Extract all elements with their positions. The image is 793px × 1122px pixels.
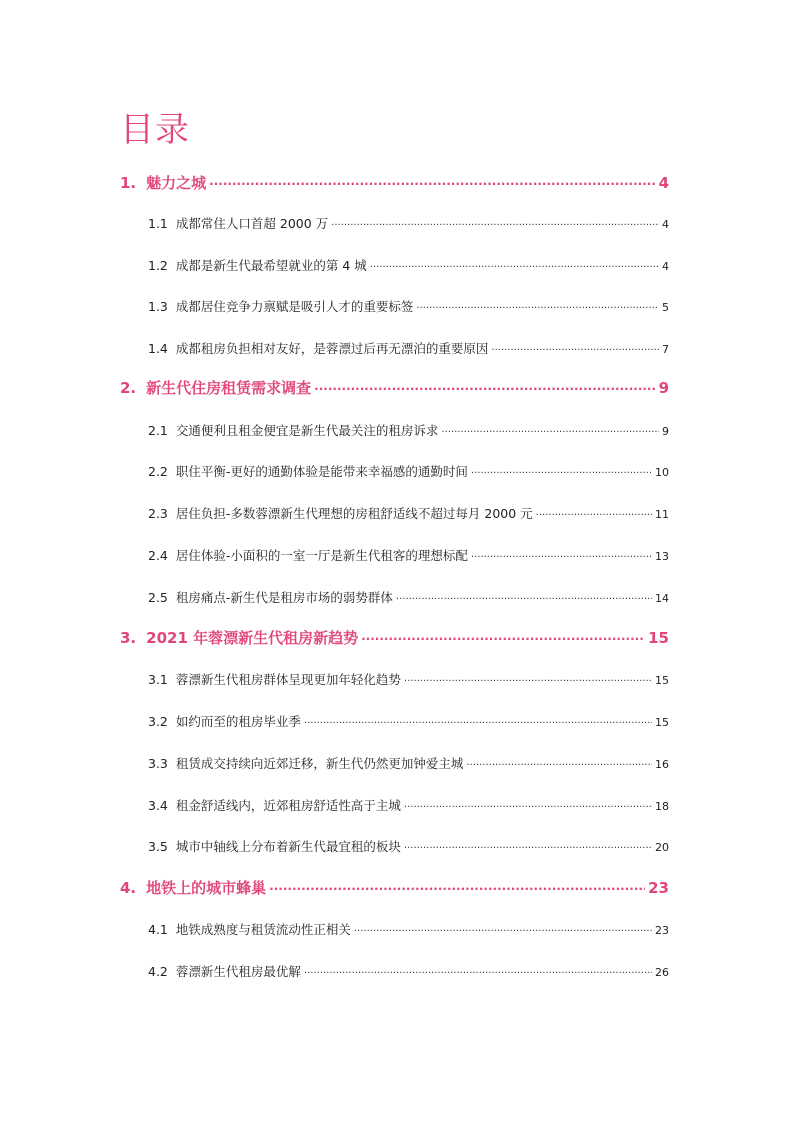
chapter-number: 1. [120,174,137,192]
dot-leader [304,714,652,727]
section-title: 蓉漂新生代租房群体呈现更加年轻化趋势 [175,672,401,687]
dot-leader [370,258,659,271]
page-number: 7 [662,343,669,356]
section-number: 2.2 [148,464,168,479]
toc-chapter-1[interactable] [120,172,669,193]
page-number: 16 [655,758,669,771]
page-number: 15 [655,716,669,729]
dot-leader [471,548,652,561]
section-number: 2.4 [148,548,168,563]
toc-section-4-2[interactable] [148,962,669,980]
toc-section-2-5[interactable] [148,588,669,606]
toc-section-1-2[interactable] [148,256,669,274]
page-number: 9 [658,379,669,397]
page-number: 23 [648,879,669,897]
section-number: 2.3 [148,506,168,521]
section-number: 3.1 [148,672,168,687]
section-number: 3.3 [148,756,168,771]
section-title: 成都租房负担相对友好，是蓉漂过后再无漂泊的重要原因 [175,341,489,356]
page-number: 4 [658,174,669,192]
page-number: 9 [662,425,669,438]
section-title: 城市中轴线上分布着新生代最宜租的板块 [175,839,401,854]
section-title: 交通便利且租金便宜是新生代最关注的租房诉求 [175,423,439,438]
dot-leader [416,299,659,312]
page-number: 13 [655,550,669,563]
section-number: 2.1 [148,423,168,438]
section-title: 租赁成交持续向近郊迁移，新生代仍然更加钟爱主城 [175,756,464,771]
chapter-title: 地铁上的城市蜂巢 [146,879,267,897]
section-title: 居住体验-小面积的一室一厅是新生代租客的理想标配 [175,548,468,563]
toc-section-2-1[interactable] [148,421,669,439]
dot-leader [471,464,652,477]
dot-leader [314,378,655,393]
toc-chapter-4[interactable] [120,877,669,898]
chapter-number: 3. [120,629,137,647]
section-number: 1.3 [148,299,168,314]
section-number: 2.5 [148,590,168,605]
dot-leader [404,798,652,811]
page-number: 15 [648,629,669,647]
section-title: 租房痛点-新生代是租房市场的弱势群体 [175,590,393,605]
dot-leader [404,672,652,685]
section-number: 4.2 [148,964,168,979]
page-number: 11 [655,508,669,521]
section-title: 租金舒适线内，近郊租房舒适性高于主城 [175,798,401,813]
chapter-title: 魅力之城 [146,174,207,192]
toc-section-1-3[interactable] [148,297,669,315]
section-title: 成都是新生代最希望就业的第 4 城 [175,258,367,273]
section-number: 1.1 [148,216,168,231]
page-title: 目录 [120,110,190,150]
section-title: 成都常住人口首超 2000 万 [175,216,329,231]
chapter-title: 2021 年蓉漂新生代租房新趋势 [146,629,359,647]
dot-leader [209,173,655,188]
section-number: 3.2 [148,714,168,729]
toc-section-4-1[interactable] [148,920,669,938]
dot-leader [354,922,652,935]
page-number: 26 [655,966,669,979]
toc-section-2-3[interactable] [148,504,669,522]
toc-section-3-2[interactable] [148,712,669,730]
dot-leader [304,964,652,977]
chapter-number: 4. [120,879,137,897]
section-number: 1.2 [148,258,168,273]
section-number: 3.5 [148,839,168,854]
page-number: 5 [662,301,669,314]
toc-chapter-3[interactable] [120,627,669,648]
page-number: 14 [655,592,669,605]
section-title: 成都居住竞争力禀赋是吸引人才的重要标签 [175,299,414,314]
dot-leader [536,506,652,519]
section-title: 如约而至的租房毕业季 [175,714,301,729]
chapter-title: 新生代住房租赁需求调查 [146,379,312,397]
toc-section-1-4[interactable] [148,339,669,357]
page-number: 10 [655,466,669,479]
dot-leader [404,839,652,852]
page-number: 4 [662,218,669,231]
section-number: 4.1 [148,922,168,937]
toc-section-3-1[interactable] [148,670,669,688]
toc-section-3-3[interactable] [148,754,669,772]
toc-section-2-2[interactable] [148,462,669,480]
chapter-number: 2. [120,379,137,397]
page-number: 15 [655,674,669,687]
section-title: 蓉漂新生代租房最优解 [175,964,301,979]
page-number: 4 [662,260,669,273]
section-title: 地铁成熟度与租赁流动性正相关 [175,922,351,937]
toc-section-2-4[interactable] [148,546,669,564]
section-title: 职住平衡-更好的通勤体验是能带来幸福感的通勤时间 [175,464,468,479]
section-number: 1.4 [148,341,168,356]
toc-section-3-5[interactable] [148,837,669,855]
dot-leader [466,756,652,769]
dot-leader [331,216,659,229]
dot-leader [491,341,659,354]
page-number: 23 [655,924,669,937]
dot-leader [361,628,645,643]
toc-chapter-2[interactable] [120,377,669,398]
page-number: 20 [655,841,669,854]
section-title: 居住负担-多数蓉漂新生代理想的房租舒适线不超过每月 2000 元 [175,506,533,521]
dot-leader [269,878,645,893]
toc-section-1-1[interactable] [148,214,669,232]
dot-leader [396,590,652,603]
dot-leader [441,423,659,436]
section-number: 3.4 [148,798,168,813]
toc-section-3-4[interactable] [148,796,669,814]
page-number: 18 [655,800,669,813]
